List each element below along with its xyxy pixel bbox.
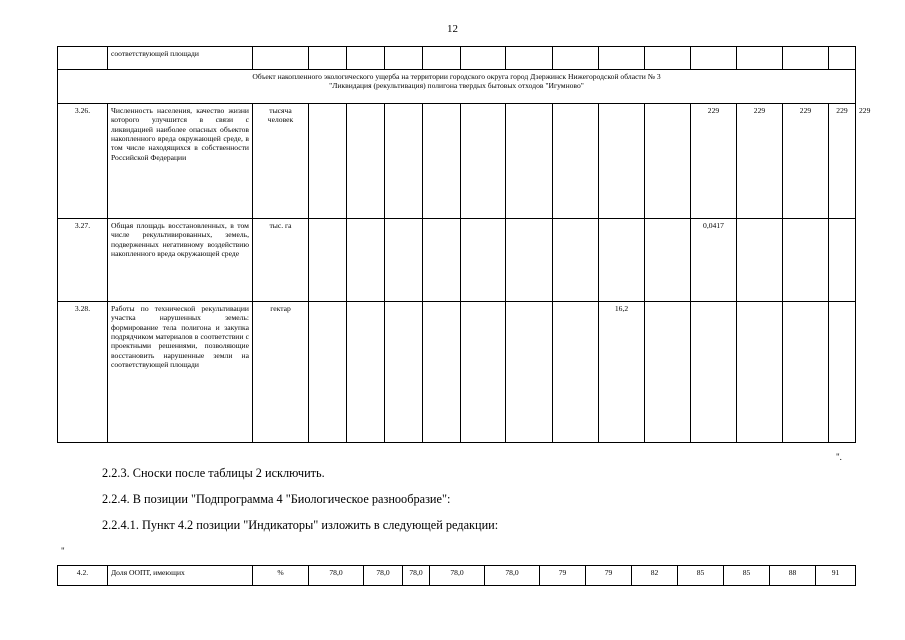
value-cell	[645, 302, 691, 443]
value-cell: 78,0	[309, 566, 364, 586]
section-title	[58, 70, 856, 104]
table-row	[58, 302, 856, 443]
value-cell: 82	[632, 566, 678, 586]
row-description: соответствующей площади	[108, 47, 253, 70]
value-cell	[423, 104, 461, 219]
value-cell	[347, 302, 385, 443]
value-cell: 229	[783, 104, 829, 219]
value-cell: 78,0	[364, 566, 403, 586]
value-cell	[461, 302, 506, 443]
section-header-row	[58, 70, 856, 104]
value-cell: 229	[691, 104, 737, 219]
value-cell: 91	[816, 566, 856, 586]
value-cell	[506, 104, 553, 219]
section-title-line2: "Ликвидация (рекультивация) полигона твердых бытовых отходов "Игумново"	[329, 81, 584, 91]
value-cell	[829, 302, 856, 443]
row-unit: %	[253, 566, 309, 586]
value-cell: 0,0417	[691, 219, 737, 302]
value-cell: 88	[770, 566, 816, 586]
value-cell: 79	[540, 566, 586, 586]
value-cell	[553, 219, 599, 302]
opening-quote: "	[61, 546, 65, 556]
row-number: 3.27.	[58, 219, 108, 302]
value-cell	[506, 219, 553, 302]
closing-quote: ".	[836, 452, 842, 462]
value-cell	[645, 219, 691, 302]
value-cell: 78,0	[485, 566, 540, 586]
value-cell: 78,0	[430, 566, 485, 586]
value-cell	[737, 302, 783, 443]
value-cell	[737, 219, 783, 302]
value-cell	[506, 302, 553, 443]
row-unit: тыс. га	[253, 219, 309, 302]
section-title-line1: Объект накопленного экологического ущерба на территории городского округа город Дзержинск Нижегородской области № 3	[252, 72, 661, 81]
row-number: 3.28.	[58, 302, 108, 443]
value-cell	[347, 219, 385, 302]
page-number: 12	[447, 23, 458, 35]
row-description: Работы по технической рекультивации участка нарушенных земель: формирование тела полигона и закупка подрядчиком материалов в соответствии с проектными решениями, позволяющие восстановить нарушенные земли на соответствующей площади	[108, 302, 253, 443]
row-description: Доля ООПТ, имеющих	[108, 566, 253, 586]
value-cell	[385, 104, 423, 219]
value-cell: 85	[724, 566, 770, 586]
row-number: 3.26.	[58, 104, 108, 219]
value-cell	[385, 302, 423, 443]
value-cell	[423, 302, 461, 443]
value-cell	[347, 104, 385, 219]
value-cell	[645, 104, 691, 219]
row-unit: тысяча человек	[253, 104, 309, 219]
row-number: 4.2.	[58, 566, 108, 586]
value-cell	[829, 219, 856, 302]
value-cell	[309, 104, 347, 219]
value-cell	[599, 104, 645, 219]
row-description: Общая площадь восстановленных, в том числе рекультивированных, земель, подверженных негативному воздействию накопленного вреда окружающей среде	[108, 219, 253, 302]
value-cell: 78,0	[403, 566, 430, 586]
paragraph-2-2-3: 2.2.3. Сноски после таблицы 2 исключить.	[102, 466, 325, 480]
value-cell: 16,2	[599, 302, 645, 443]
value-cell	[461, 219, 506, 302]
value-cell	[309, 302, 347, 443]
value-cell	[553, 302, 599, 443]
indicators-table	[57, 46, 871, 443]
value-cell	[553, 104, 599, 219]
value-cell	[461, 104, 506, 219]
row-unit: гектар	[253, 302, 309, 443]
value-cell	[783, 302, 829, 443]
value-cell: 85	[678, 566, 724, 586]
table-row: 3.26. Численность населения, качество жизни которого улучшится в связи с ликвидацией наиболее опасных объектов накопленного вреда окружающей среде, в том числе находящихся в собственности Российской Федерации тысяча человек 229 229 229 229 229	[58, 104, 856, 219]
value-cell: 79	[586, 566, 632, 586]
table-row	[58, 566, 856, 586]
value-cell	[309, 219, 347, 302]
value-cell	[783, 219, 829, 302]
indicator-table	[57, 565, 856, 586]
value-cell	[691, 302, 737, 443]
value-cell: 229	[829, 104, 856, 219]
table-row	[58, 47, 856, 70]
paragraph-2-2-4-1: 2.2.4.1. Пункт 4.2 позиции "Индикаторы" изложить в следующей редакции:	[102, 518, 499, 532]
value-cell: 229	[737, 104, 783, 219]
value-cell	[599, 219, 645, 302]
table-row	[58, 219, 856, 302]
paragraph-2-2-4: 2.2.4. В позиции "Подпрограмма 4 "Биологическое разнообразие":	[102, 492, 451, 506]
value-cell	[423, 219, 461, 302]
value-cell	[385, 219, 423, 302]
row-description: Численность населения, качество жизни которого улучшится в связи с ликвидацией наиболее опасных объектов накопленного вреда окружающей среде, в том числе находящихся в собственности Российской Федерации	[108, 104, 253, 219]
